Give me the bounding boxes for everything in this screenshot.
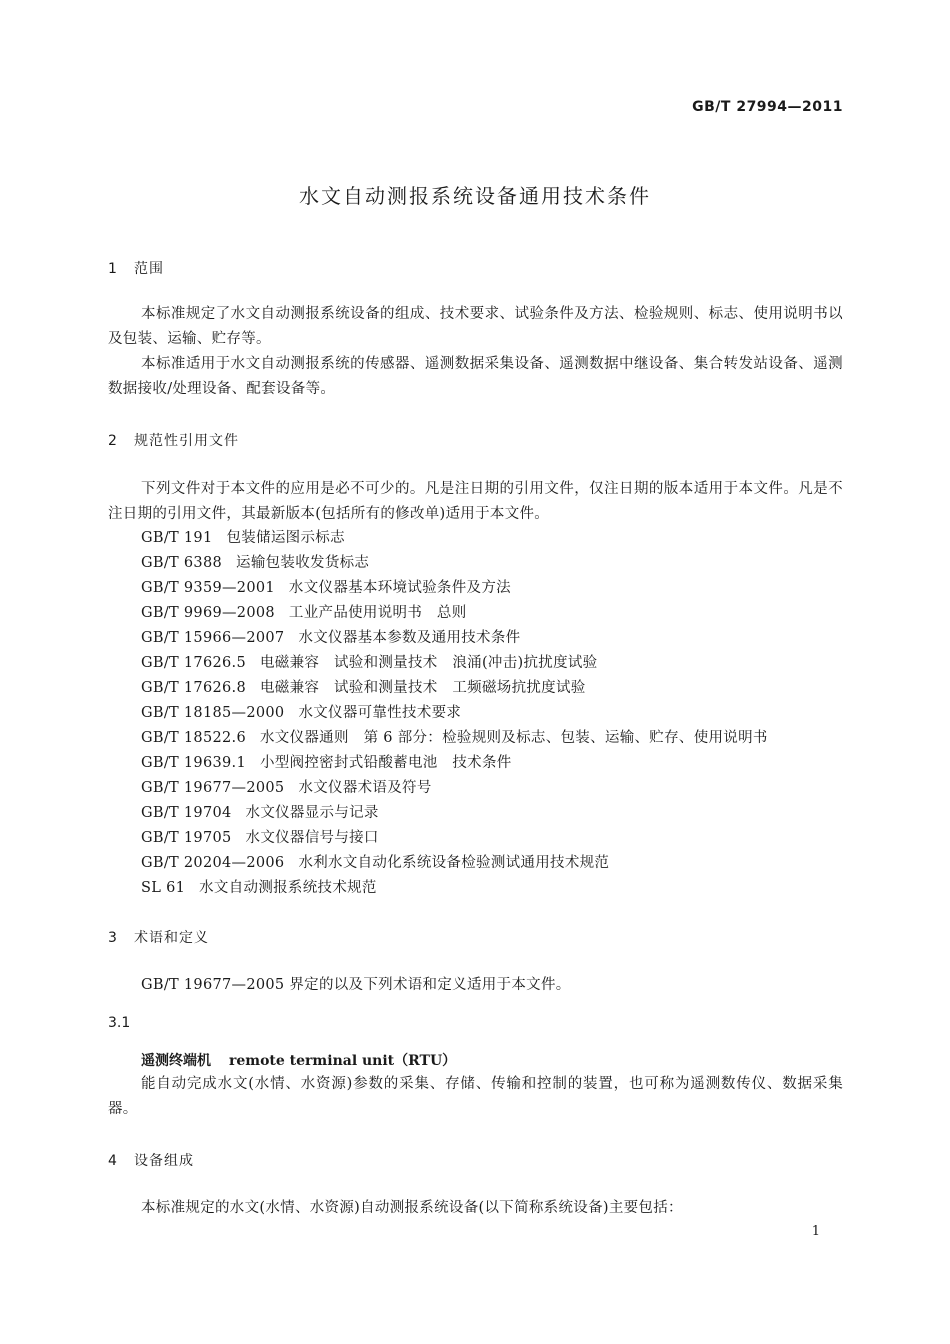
reference-title: 运输包装收发货标志 <box>236 555 370 571</box>
reference-title: 水利水文自动化系统设备检验测试通用技术规范 <box>298 855 610 871</box>
reference-code: GB/T 20204—2006 <box>141 855 285 871</box>
term-entry <box>141 1050 456 1070</box>
reference-code: GB/T 19639.1 <box>141 755 246 771</box>
paragraph: 本标准规定了水文自动测报系统设备的组成、技术要求、试验条件及方法、检验规则、标志、使用说明书以及包装、运输、贮存等。 <box>108 306 843 347</box>
section-number: 3 <box>108 930 117 946</box>
reference-title: 水文仪器通则 第 6 部分：检验规则及标志、包装、运输、贮存、使用说明书 <box>259 730 768 746</box>
section-title: 设备组成 <box>134 1153 194 1169</box>
reference-code: GB/T 18185—2000 <box>141 705 285 721</box>
section-number: 2 <box>108 433 117 449</box>
reference-item <box>141 801 379 826</box>
reference-item <box>141 576 511 601</box>
reference-title: 水文仪器基本参数及通用技术条件 <box>298 630 521 646</box>
reference-code: GB/T 6388 <box>141 555 223 571</box>
reference-title: 工业产品使用说明书 总则 <box>288 605 467 621</box>
reference-item <box>141 651 597 676</box>
reference-title: 水文仪器基本环境试验条件及方法 <box>288 580 511 596</box>
section-title: 术语和定义 <box>134 930 209 946</box>
subsection-number: 3.1 <box>108 1015 131 1031</box>
section-number: 4 <box>108 1153 117 1169</box>
reference-item <box>141 826 379 851</box>
reference-code: GB/T 19705 <box>141 830 232 846</box>
section-2-heading <box>108 430 239 450</box>
reference-item <box>141 676 586 701</box>
reference-item <box>141 851 609 876</box>
section-title: 范围 <box>134 261 164 277</box>
reference-item <box>141 726 768 751</box>
reference-title: 水文仪器信号与接口 <box>245 830 379 846</box>
reference-code: GB/T 15966—2007 <box>141 630 285 646</box>
reference-code: GB/T 9969—2008 <box>141 605 275 621</box>
paragraph: 本标准规定的水文(水情、水资源)自动测报系统设备(以下简称系统设备)主要包括： <box>141 1200 683 1216</box>
reference-code: GB/T 19704 <box>141 805 232 821</box>
paragraph: 本标准适用于水文自动测报系统的传感器、遥测数据采集设备、遥测数据中继设备、集合转发站设备、遥测数据接收/处理设备、配套设备等。 <box>108 356 843 397</box>
section-3-heading <box>108 927 209 947</box>
paragraph: GB/T 19677—2005 界定的以及下列术语和定义适用于本文件。 <box>141 977 571 993</box>
reference-code: GB/T 18522.6 <box>141 730 246 746</box>
reference-code: GB/T 17626.5 <box>141 655 246 671</box>
reference-title: 小型阀控密封式铅酸蓄电池 技术条件 <box>259 755 512 771</box>
reference-item <box>141 701 461 726</box>
document-title: 水文自动测报系统设备通用技术条件 <box>299 184 651 208</box>
reference-title: 电磁兼容 试验和测量技术 浪涌(冲击)抗扰度试验 <box>259 655 598 671</box>
page-number: 1 <box>811 1224 820 1239</box>
reference-item <box>141 751 512 776</box>
paragraph: 下列文件对于本文件的应用是必不可少的。凡是注日期的引用文件，仅注日期的版本适用于本文件。凡是不注日期的引用文件，其最新版本(包括所有的修改单)适用于本文件。 <box>108 481 843 522</box>
reference-code: SL 61 <box>141 880 186 896</box>
reference-item <box>141 551 369 576</box>
reference-title: 水文仪器显示与记录 <box>245 805 379 821</box>
section-1-heading <box>108 258 164 278</box>
term-definition: 能自动完成水文(水情、水资源)参数的采集、存储、传输和控制的装置，也可称为遥测数传仪、数据采集器。 <box>108 1076 843 1117</box>
reference-code: GB/T 17626.8 <box>141 680 246 696</box>
reference-title: 电磁兼容 试验和测量技术 工频磁场抗扰度试验 <box>259 680 586 696</box>
section-4-heading <box>108 1150 194 1170</box>
reference-item <box>141 526 345 551</box>
reference-title: 水文仪器可靠性技术要求 <box>298 705 462 721</box>
reference-item <box>141 601 467 626</box>
reference-item <box>141 876 377 901</box>
reference-title: 水文自动测报系统技术规范 <box>199 880 377 896</box>
section-number: 1 <box>108 261 117 277</box>
section-title: 规范性引用文件 <box>134 433 239 449</box>
reference-code: GB/T 9359—2001 <box>141 580 275 596</box>
reference-code: GB/T 19677—2005 <box>141 780 285 796</box>
reference-code: GB/T 191 <box>141 530 213 546</box>
standard-code: GB/T 27994—2011 <box>692 99 843 115</box>
reference-item <box>141 626 520 651</box>
reference-title: 包装储运图示标志 <box>226 530 345 546</box>
reference-title: 水文仪器术语及符号 <box>298 780 432 796</box>
reference-item <box>141 776 432 801</box>
term-chinese: 遥测终端机 <box>141 1053 211 1069</box>
term-english: remote terminal unit（RTU） <box>229 1053 457 1069</box>
